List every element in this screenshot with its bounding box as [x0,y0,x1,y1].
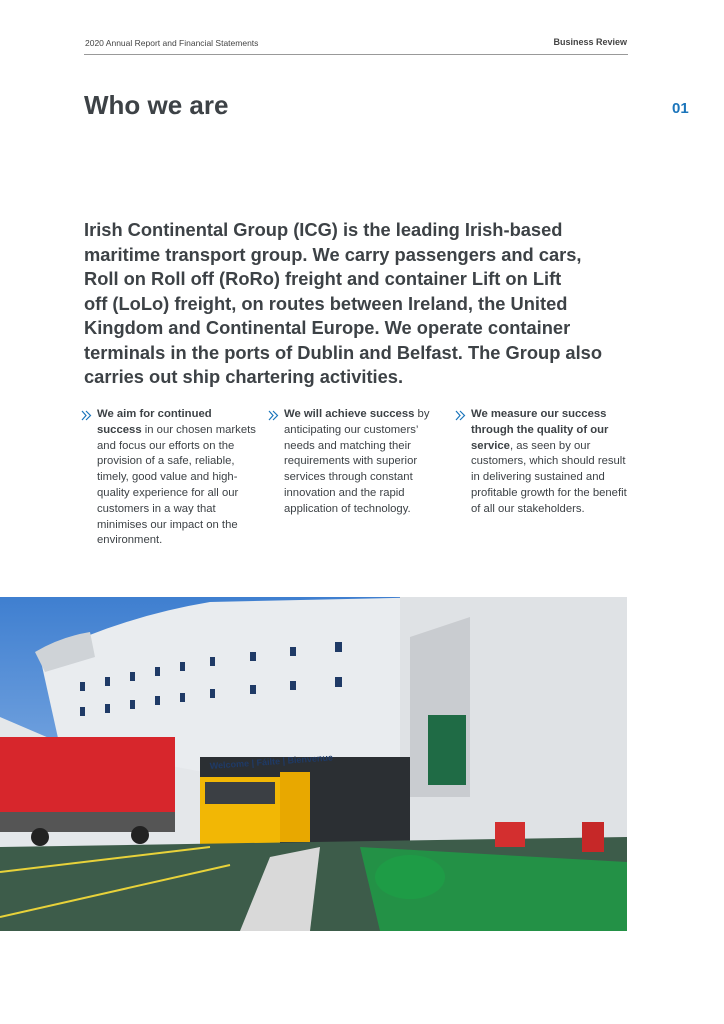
intro-line: Irish Continental Group (ICG) is the leading Irish-based [84,219,563,240]
column-lead: We will achieve success [284,408,415,420]
chevron-right-icon [455,410,467,421]
intro-line: Roll on Roll off (RoRo) freight and container Lift on Lift [84,268,562,289]
report-title: 2020 Annual Report and Financial Statements [85,38,259,48]
chevron-right-icon [268,410,280,421]
page-title: Who we are [84,90,229,120]
column-text: by anticipating our customers’ needs and matching their requirements with superior services through constant innovation and the rapid application of technology. [284,408,430,515]
header-divider [84,54,628,55]
column-lead: We measure our success through the quality of our service [471,408,609,452]
intro-line: terminals in the ports of Dublin and Belfast. The Group also [84,341,603,363]
intro-line: carries out ship chartering activities. [84,366,404,387]
intro-line: maritime transport group. We carry passengers and cars, [84,243,582,265]
column-text: , as seen by our customers, which should result in delivering sustained and profitable growth for the benefit of all our stakeholders. [471,439,627,515]
intro-line: off (LoLo) freight, on routes between Ireland, the United [84,292,568,314]
section-name: Business Review [553,37,627,47]
intro-line: Kingdom and Continental Europe. We operate container [84,317,571,338]
chevron-right-icon [81,410,93,421]
ferry-loading-photo [0,597,627,931]
page-number: 01 [672,100,689,117]
welcome-sign: Welcome | Fáilte | Bienvenue [209,752,334,771]
intro-paragraph [84,218,602,390]
column-lead: We aim for continued success [97,408,212,436]
column-text: in our chosen markets and focus our efforts on the provision of a safe, reliable, timely, good value and high-quality experience for all our customers in a way that minimises our impact on the environment. [97,423,256,547]
